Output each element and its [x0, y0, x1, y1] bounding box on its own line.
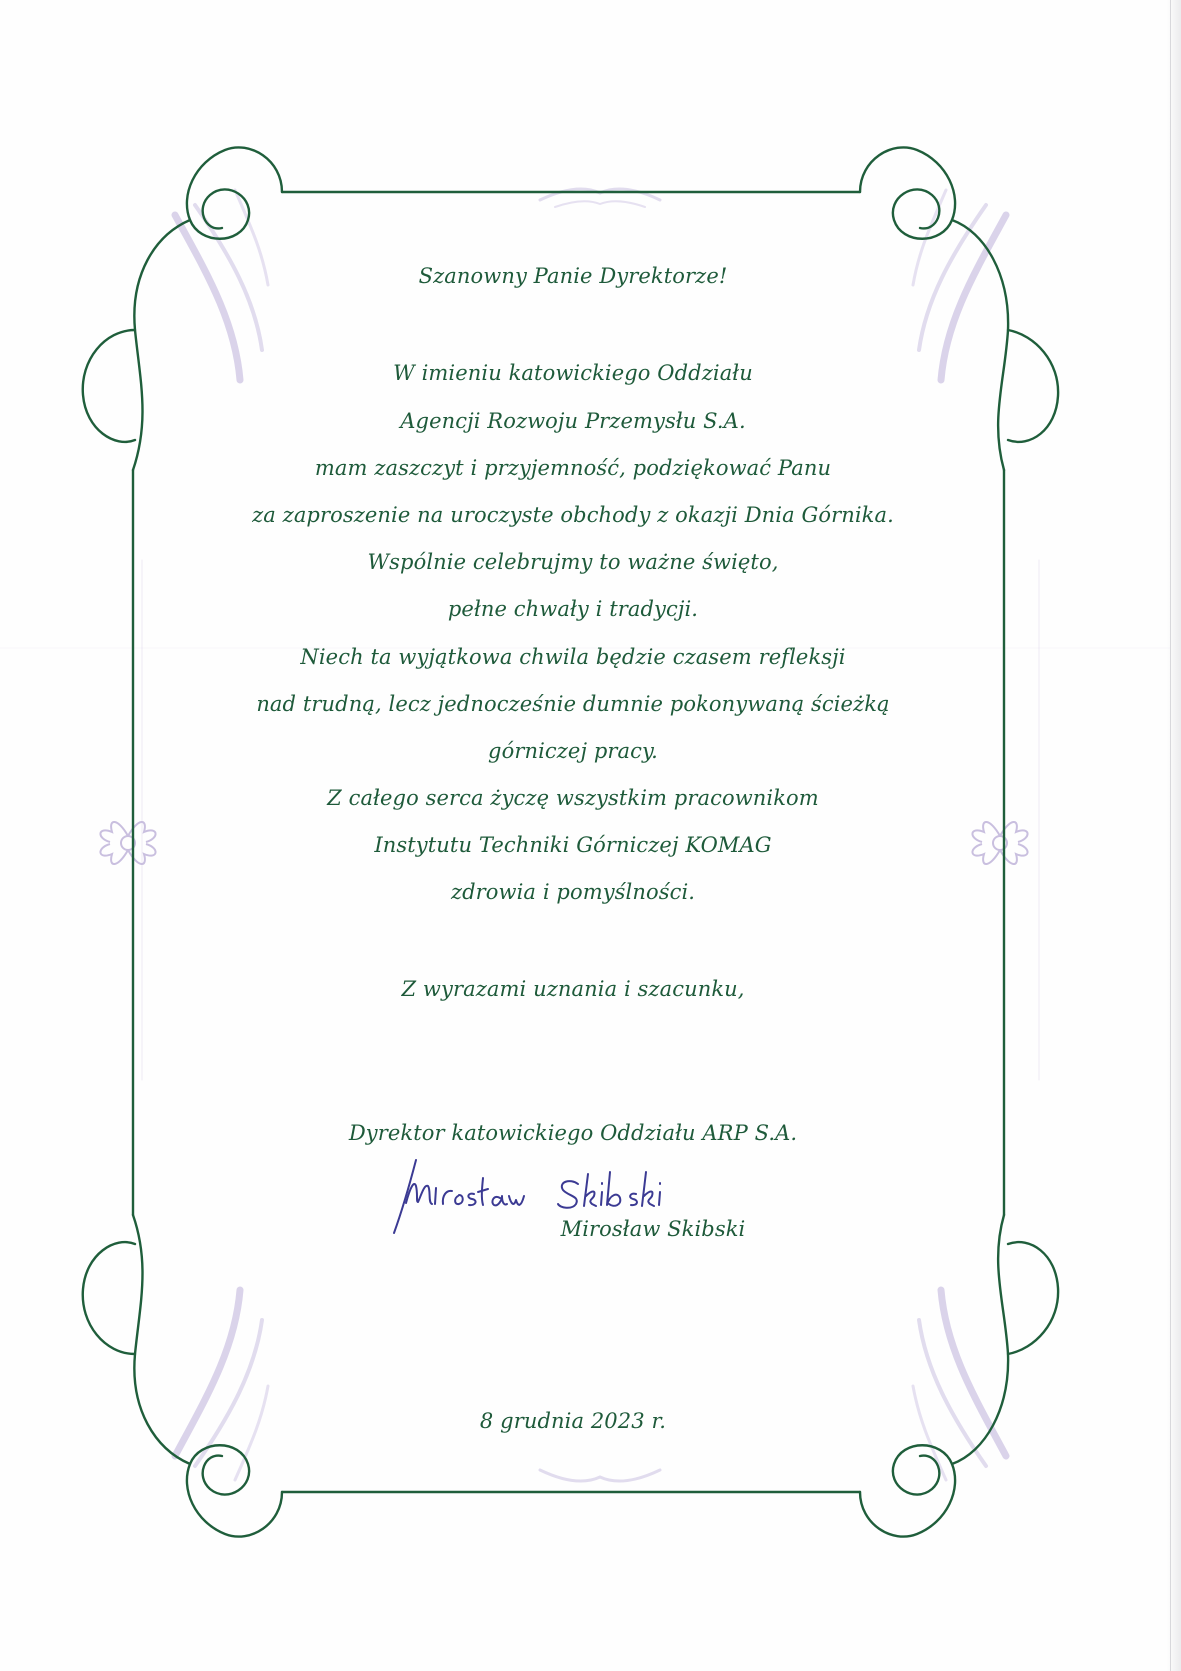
- body-line: mam zaszczyt i przyjemność, podziękować Panu: [314, 456, 832, 480]
- body-line: W imieniu katowickiego Oddziału: [393, 361, 753, 385]
- salutation: Szanowny Panie Dyrektorze!: [418, 264, 728, 288]
- signatory-name: Mirosław Skibski: [560, 1217, 746, 1241]
- body-line: Wspólnie celebrujmy to ważne święto,: [367, 550, 779, 574]
- body-line: Agencji Rozwoju Przemysłu S.A.: [400, 409, 746, 433]
- body-line: Niech ta wyjątkowa chwila będzie czasem refleksji: [300, 645, 846, 669]
- signatory-title: Dyrektor katowickiego Oddziału ARP S.A.: [348, 1121, 798, 1145]
- body-line: Z całego serca życzę wszystkim pracownikom: [327, 786, 819, 810]
- body-line: górniczej pracy.: [488, 739, 658, 763]
- body-line: nad trudną, lecz jednocześnie dumnie pokonywaną ścieżką: [256, 692, 890, 716]
- closing: Z wyrazami uznania i szacunku,: [401, 977, 745, 1001]
- body-line: za zaproszenie na uroczyste obchody z okazji Dnia Górnika.: [252, 503, 894, 527]
- body-line: Instytutu Techniki Górniczej KOMAG: [374, 833, 772, 857]
- letter-date: 8 grudnia 2023 r.: [479, 1409, 667, 1433]
- body-line: pełne chwały i tradycji.: [447, 597, 699, 621]
- body-line: zdrowia i pomyślności.: [450, 880, 696, 904]
